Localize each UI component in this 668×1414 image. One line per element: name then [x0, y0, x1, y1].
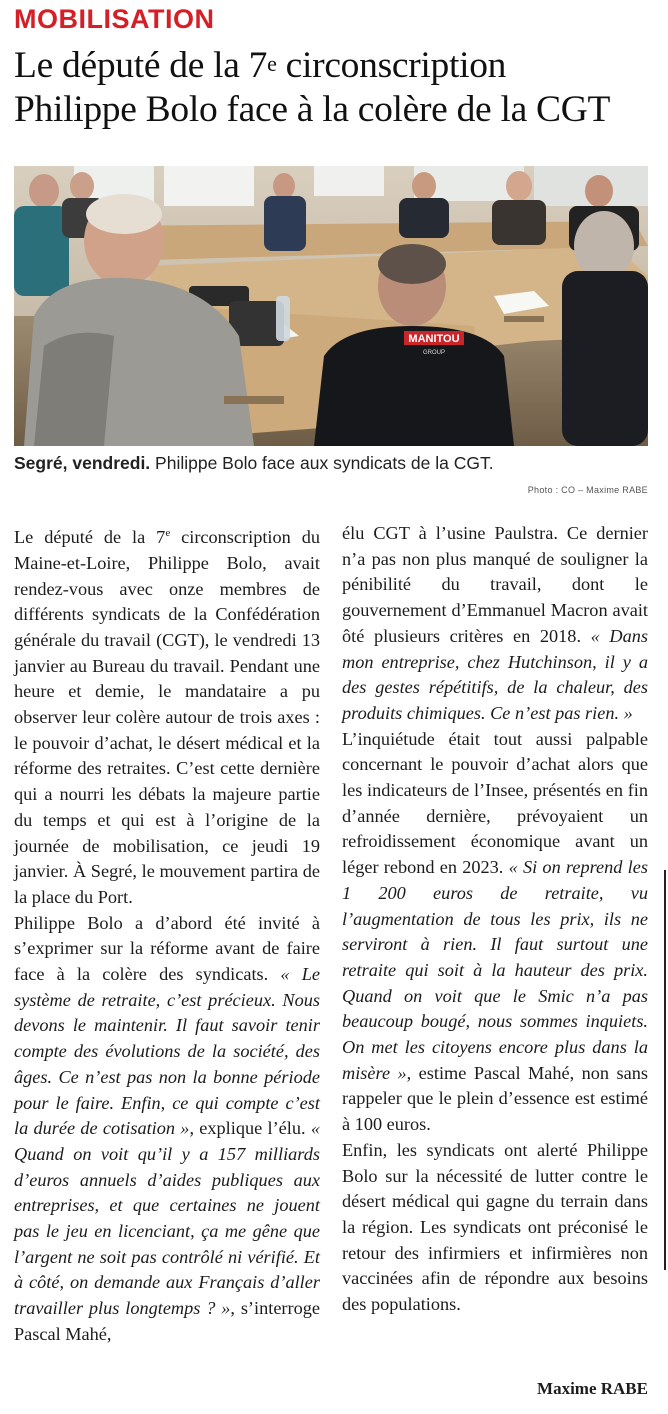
shirt-logo: MANITOU — [408, 333, 460, 345]
headline-sup: e — [267, 51, 277, 76]
paragraph — [14, 521, 320, 911]
headline-part2: circonscription — [276, 45, 507, 86]
paragraph — [342, 521, 648, 727]
photo-credit: Photo : CO – Maxime RABE — [527, 485, 648, 495]
quote: « Quand on voit qu’il y a 157 milliards d’euros annuels d’aides publiques aux entreprises, et que certaines ne jouent pas le jeu en licenciant, ça me gêne que l’argent ne soit pas contrôlé ni vérifié. Et à côté, on demande aux Français d’aller travailler plus longtemps ? » — [14, 1118, 320, 1319]
text-run: , explique l’élu. — [189, 1118, 311, 1139]
quote: « Le système de retraite, c’est précieux. Nous devons le maintenir. Il faut savoir tenir compte des évolutions de la société, des âges. Ce n’est pas non la bonne période pour le faire. Enfin, ce qui compte c’est la durée de cotisation » — [14, 964, 320, 1139]
paragraph — [342, 727, 648, 1138]
text-run: , estime Pascal Mahé, non sans rappeler que le plein d’essence est estimé à 100 euros. — [342, 1062, 648, 1135]
quote: « Dans mon entreprise, chez Hutchinson, il y a des gestes répétitifs, de la chaleur, des produits chimiques. Ce n’est pas rien. » — [342, 625, 649, 723]
text-run-sup: e — [165, 527, 171, 539]
caption-bold: Segré, vendredi. — [14, 453, 151, 473]
text-run: L’inquiétude était tout aussi palpable concernant le pouvoir d’achat alors que les indicateurs de l’Insee, présentés en fin d’année dernière, prévoyaient un refroidissement économique avant un léger rebond en 2023. — [342, 728, 648, 878]
text-run: circonscription du Maine-et-Loire, Philippe Bolo, avait rendez-vous avec onze membres de différents syndicats de la Confédération générale du travail (CGT), le vendredi 13 janvier au Bureau du travail. Pendant une heure et demie, le mandataire a pu observer leur colère autour de trois axes : le pouvoir d’achat, le désert médical et la réforme des retraites. C’est cette dernière qui a nourri les débats la majeure partie du temps et qui est à l’origine de la journée de mobilisation, ce jeudi 19 janvier. À Segré, le mouvement partira de la place du Port. — [14, 527, 320, 907]
quote: « Si on reprend les 1 200 euros de retraite, vu l’augmentation de tous les prix, ils ne serviront à rien. Il faut surtout une retraite qui soit à la hauteur des prix. Quand on voit que le Smic n’a pas beaucoup bougé, nous sommes inquiets. On met les citoyens encore plus dans la misère » — [342, 857, 648, 1083]
paragraph — [14, 911, 320, 1348]
headline-part1: Le député de la 7 — [14, 45, 268, 86]
article-column-2 — [342, 521, 648, 1318]
article-photo — [14, 166, 648, 446]
author-signature: Maxime RABE — [537, 1379, 648, 1398]
photo-caption — [14, 453, 494, 474]
photo-illustration — [14, 166, 648, 446]
article-column-1 — [14, 521, 320, 1348]
caption-text: Philippe Bolo face aux syndicats de la CGT. — [150, 453, 494, 473]
margin-rule — [664, 870, 666, 1270]
headline-line1 — [14, 45, 506, 86]
text-run: Le député de la 7 — [14, 527, 166, 548]
text-run: Philippe Bolo a d’abord été invité à s’exprimer sur la réforme avant de faire face à la colère des syndicats. — [14, 912, 320, 985]
paragraph: Enfin, les syndicats ont alerté Philippe Bolo sur la nécessité de lutter contre le désert médical qui gagne du terrain dans la région. Les syndicats ont préconisé le retour des infirmiers et infirmières non vaccinées afin de répondre aux besoins des populations. — [342, 1139, 648, 1315]
headline-line2: Philippe Bolo face à la colère de la CGT — [14, 89, 611, 130]
section-kicker: MOBILISATION — [14, 4, 215, 34]
text-run: élu CGT à l’usine Paulstra. Ce dernier n’a pas non plus manqué de souligner la pénibilité du travail, dont le gouvernement d’Emmanuel Macron avait ôté plusieurs critères en 2018. — [342, 523, 648, 646]
text-run: , s’interroge Pascal Mahé, — [14, 1298, 321, 1344]
headline — [14, 44, 659, 132]
shirt-logo-sub: GROUP — [422, 350, 446, 356]
